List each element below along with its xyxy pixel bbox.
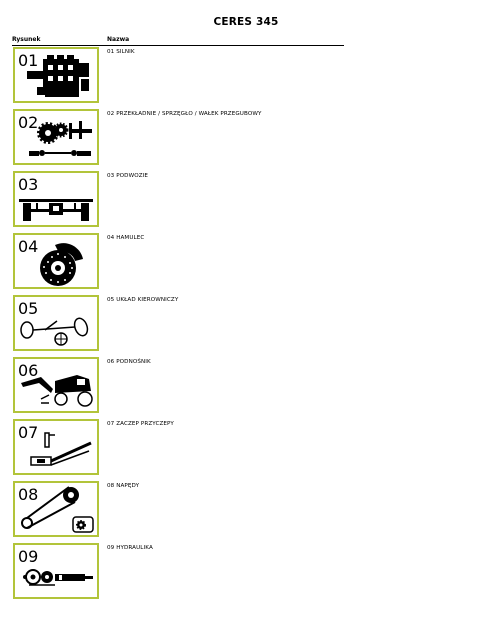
thumb-number: 06 bbox=[18, 361, 39, 380]
row-label: 05 UKŁAD KIEROWNICZY bbox=[107, 297, 179, 303]
thumb-number: 02 bbox=[18, 113, 39, 132]
belt-drive-icon[interactable] bbox=[13, 481, 99, 537]
column-header-name: Nazwa bbox=[107, 36, 130, 43]
thumb-number: 07 bbox=[18, 423, 39, 442]
row-label: 07 ZACZEP PRZYCZEPY bbox=[107, 421, 174, 427]
chassis-icon[interactable] bbox=[13, 171, 99, 227]
row-label: 06 PODNOŚNIK bbox=[107, 359, 151, 365]
row-label: 03 PODWOZIE bbox=[107, 173, 149, 179]
gears-icon[interactable] bbox=[13, 109, 99, 165]
thumb-number: 01 bbox=[18, 51, 39, 70]
table-header bbox=[12, 34, 344, 46]
row-label: 04 HAMULEC bbox=[107, 235, 145, 241]
row-label: 01 SILNIK bbox=[107, 49, 135, 55]
engine-icon[interactable] bbox=[13, 47, 99, 103]
steering-icon[interactable] bbox=[13, 295, 99, 351]
thumb-number: 09 bbox=[18, 547, 39, 566]
row-label: 08 NAPĘDY bbox=[107, 483, 140, 489]
loader-lift-icon[interactable] bbox=[13, 357, 99, 413]
row-label: 02 PRZEKŁADNIE / SPRZĘGŁO / WAŁEK PRZEGUBOWY bbox=[107, 111, 262, 117]
trailer-hitch-icon[interactable] bbox=[13, 419, 99, 475]
thumb-number: 08 bbox=[18, 485, 39, 504]
brake-disc-icon[interactable] bbox=[13, 233, 99, 289]
document-title: CERES 345 bbox=[213, 16, 279, 28]
thumb-number: 05 bbox=[18, 299, 39, 318]
hydraulics-icon[interactable] bbox=[13, 543, 99, 599]
column-header-figure: Rysunek bbox=[12, 36, 41, 43]
row-label: 09 HYDRAULIKA bbox=[107, 545, 153, 551]
thumb-number: 03 bbox=[18, 175, 39, 194]
thumb-number: 04 bbox=[18, 237, 39, 256]
